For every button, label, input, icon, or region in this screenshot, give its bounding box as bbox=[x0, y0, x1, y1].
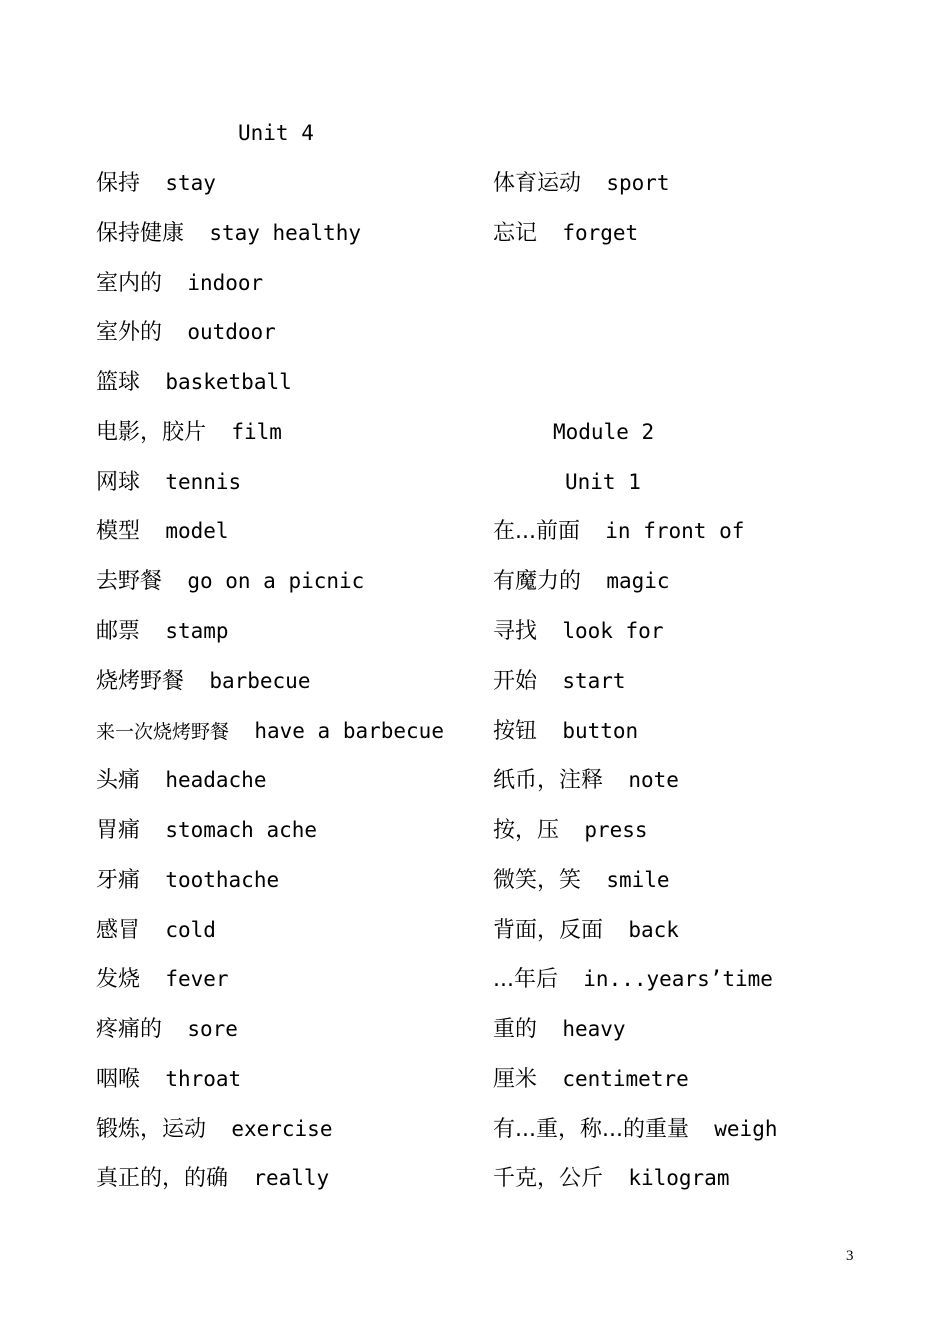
chinese-term: 室内的 bbox=[96, 271, 163, 296]
chinese-term: 室外的 bbox=[96, 320, 163, 345]
chinese-term: 保持健康 bbox=[96, 221, 185, 246]
vocab-entry bbox=[96, 218, 361, 248]
module-heading: Module 2 bbox=[553, 420, 655, 444]
vocab-entry bbox=[96, 317, 276, 347]
vocab-entry bbox=[96, 467, 241, 497]
english-term: headache bbox=[165, 768, 267, 792]
english-term: stay healthy bbox=[209, 221, 362, 245]
vocab-entry bbox=[96, 268, 263, 298]
vocab-entry bbox=[493, 865, 670, 895]
english-term: note bbox=[628, 768, 679, 792]
vocab-entry bbox=[493, 168, 670, 198]
chinese-term: 疼痛的 bbox=[96, 1017, 163, 1042]
chinese-term: 背面，反面 bbox=[493, 918, 604, 943]
chinese-term: 锻炼，运动 bbox=[96, 1117, 207, 1142]
chinese-term: 篮球 bbox=[96, 370, 141, 395]
chinese-term: 体育运动 bbox=[493, 171, 582, 196]
english-term: outdoor bbox=[187, 320, 276, 344]
english-term: indoor bbox=[187, 271, 264, 295]
chinese-term: 忘记 bbox=[493, 221, 538, 246]
english-term: stay bbox=[165, 171, 216, 195]
chinese-term: 去野餐 bbox=[96, 569, 163, 594]
chinese-term: 有...重，称...的重量 bbox=[493, 1117, 689, 1142]
english-term: toothache bbox=[165, 868, 280, 892]
vocab-entry bbox=[96, 168, 216, 198]
vocab-entry bbox=[96, 815, 317, 845]
vocab-entry bbox=[493, 915, 679, 945]
chinese-term: 网球 bbox=[96, 470, 141, 495]
english-term: film bbox=[231, 420, 282, 444]
english-term: button bbox=[562, 719, 639, 743]
chinese-term: ...年后 bbox=[493, 967, 558, 992]
english-term: centimetre bbox=[562, 1067, 689, 1091]
chinese-term: 感冒 bbox=[96, 918, 141, 943]
chinese-term: 烧烤野餐 bbox=[96, 669, 185, 694]
vocab-entry bbox=[96, 566, 364, 596]
english-term: start bbox=[562, 669, 626, 693]
vocab-entry bbox=[96, 666, 310, 696]
chinese-term: 来一次烧烤野餐 bbox=[96, 721, 230, 743]
english-term: go on a picnic bbox=[187, 569, 365, 593]
vocab-entry bbox=[493, 666, 626, 696]
chinese-term: 重的 bbox=[493, 1017, 538, 1042]
vocab-entry bbox=[96, 1114, 332, 1144]
vocab-entry bbox=[96, 516, 229, 546]
english-term: smile bbox=[606, 868, 670, 892]
english-term: exercise bbox=[231, 1117, 333, 1141]
vocab-entry bbox=[96, 1163, 329, 1193]
vocab-entry bbox=[493, 218, 638, 248]
english-term: back bbox=[628, 918, 679, 942]
english-term: tennis bbox=[165, 470, 242, 494]
chinese-term: 微笑，笑 bbox=[493, 868, 582, 893]
vocab-entry bbox=[493, 1114, 777, 1144]
vocab-entry bbox=[493, 1163, 729, 1193]
chinese-term: 头痛 bbox=[96, 768, 141, 793]
vocab-entry bbox=[96, 616, 229, 646]
vocab-entry bbox=[493, 1014, 626, 1044]
english-term: in front of bbox=[605, 519, 745, 543]
vocab-entry bbox=[493, 1064, 689, 1094]
unit-heading: Unit 1 bbox=[565, 470, 641, 494]
chinese-term: 胃痛 bbox=[96, 818, 141, 843]
chinese-term: 模型 bbox=[96, 519, 141, 544]
chinese-term: 电影，胶片 bbox=[96, 420, 207, 445]
chinese-term: 牙痛 bbox=[96, 868, 141, 893]
english-term: kilogram bbox=[628, 1166, 730, 1190]
chinese-term: 千克，公斤 bbox=[493, 1166, 604, 1191]
vocab-entry bbox=[493, 516, 744, 546]
vocab-entry bbox=[493, 964, 773, 994]
vocab-entry bbox=[96, 1064, 241, 1094]
vocab-entry bbox=[96, 417, 282, 447]
english-term: sport bbox=[606, 171, 670, 195]
vocab-entry bbox=[493, 765, 679, 795]
unit-heading: Unit 4 bbox=[238, 121, 314, 145]
vocab-entry bbox=[493, 716, 638, 746]
vocab-entry bbox=[493, 566, 670, 596]
english-term: stomach ache bbox=[165, 818, 318, 842]
english-term: have a barbecue bbox=[254, 719, 444, 743]
english-term: fever bbox=[165, 967, 229, 991]
english-term: weigh bbox=[714, 1117, 778, 1141]
english-term: look for bbox=[562, 619, 664, 643]
vocab-entry bbox=[96, 865, 279, 895]
vocab-entry bbox=[493, 616, 663, 646]
chinese-term: 厘米 bbox=[493, 1067, 538, 1092]
chinese-term: 保持 bbox=[96, 171, 141, 196]
english-term: in...years’time bbox=[583, 967, 773, 991]
english-term: magic bbox=[606, 569, 670, 593]
english-term: throat bbox=[165, 1067, 242, 1091]
chinese-term: 寻找 bbox=[493, 619, 538, 644]
chinese-term: 有魔力的 bbox=[493, 569, 582, 594]
vocab-entry bbox=[96, 765, 266, 795]
chinese-term: 发烧 bbox=[96, 967, 141, 992]
english-term: cold bbox=[165, 918, 216, 942]
english-term: stamp bbox=[165, 619, 229, 643]
vocab-entry bbox=[96, 915, 216, 945]
chinese-term: 纸币，注释 bbox=[493, 768, 604, 793]
page-number: 3 bbox=[846, 1248, 854, 1264]
english-term: barbecue bbox=[209, 669, 311, 693]
english-term: really bbox=[253, 1166, 330, 1190]
vocab-entry bbox=[96, 964, 229, 994]
english-term: heavy bbox=[562, 1017, 626, 1041]
vocab-entry bbox=[96, 716, 444, 746]
chinese-term: 邮票 bbox=[96, 619, 141, 644]
english-term: basketball bbox=[165, 370, 292, 394]
english-term: model bbox=[165, 519, 229, 543]
chinese-term: 咽喉 bbox=[96, 1067, 141, 1092]
english-term: press bbox=[584, 818, 648, 842]
chinese-term: 按钮 bbox=[493, 719, 538, 744]
chinese-term: 开始 bbox=[493, 669, 538, 694]
chinese-term: 按，压 bbox=[493, 818, 560, 843]
english-term: forget bbox=[562, 221, 639, 245]
chinese-term: 在...前面 bbox=[493, 519, 580, 544]
english-term: sore bbox=[187, 1017, 238, 1041]
chinese-term: 真正的，的确 bbox=[96, 1166, 229, 1191]
vocab-entry bbox=[493, 815, 648, 845]
vocab-entry bbox=[96, 1014, 238, 1044]
vocab-entry bbox=[96, 367, 292, 397]
